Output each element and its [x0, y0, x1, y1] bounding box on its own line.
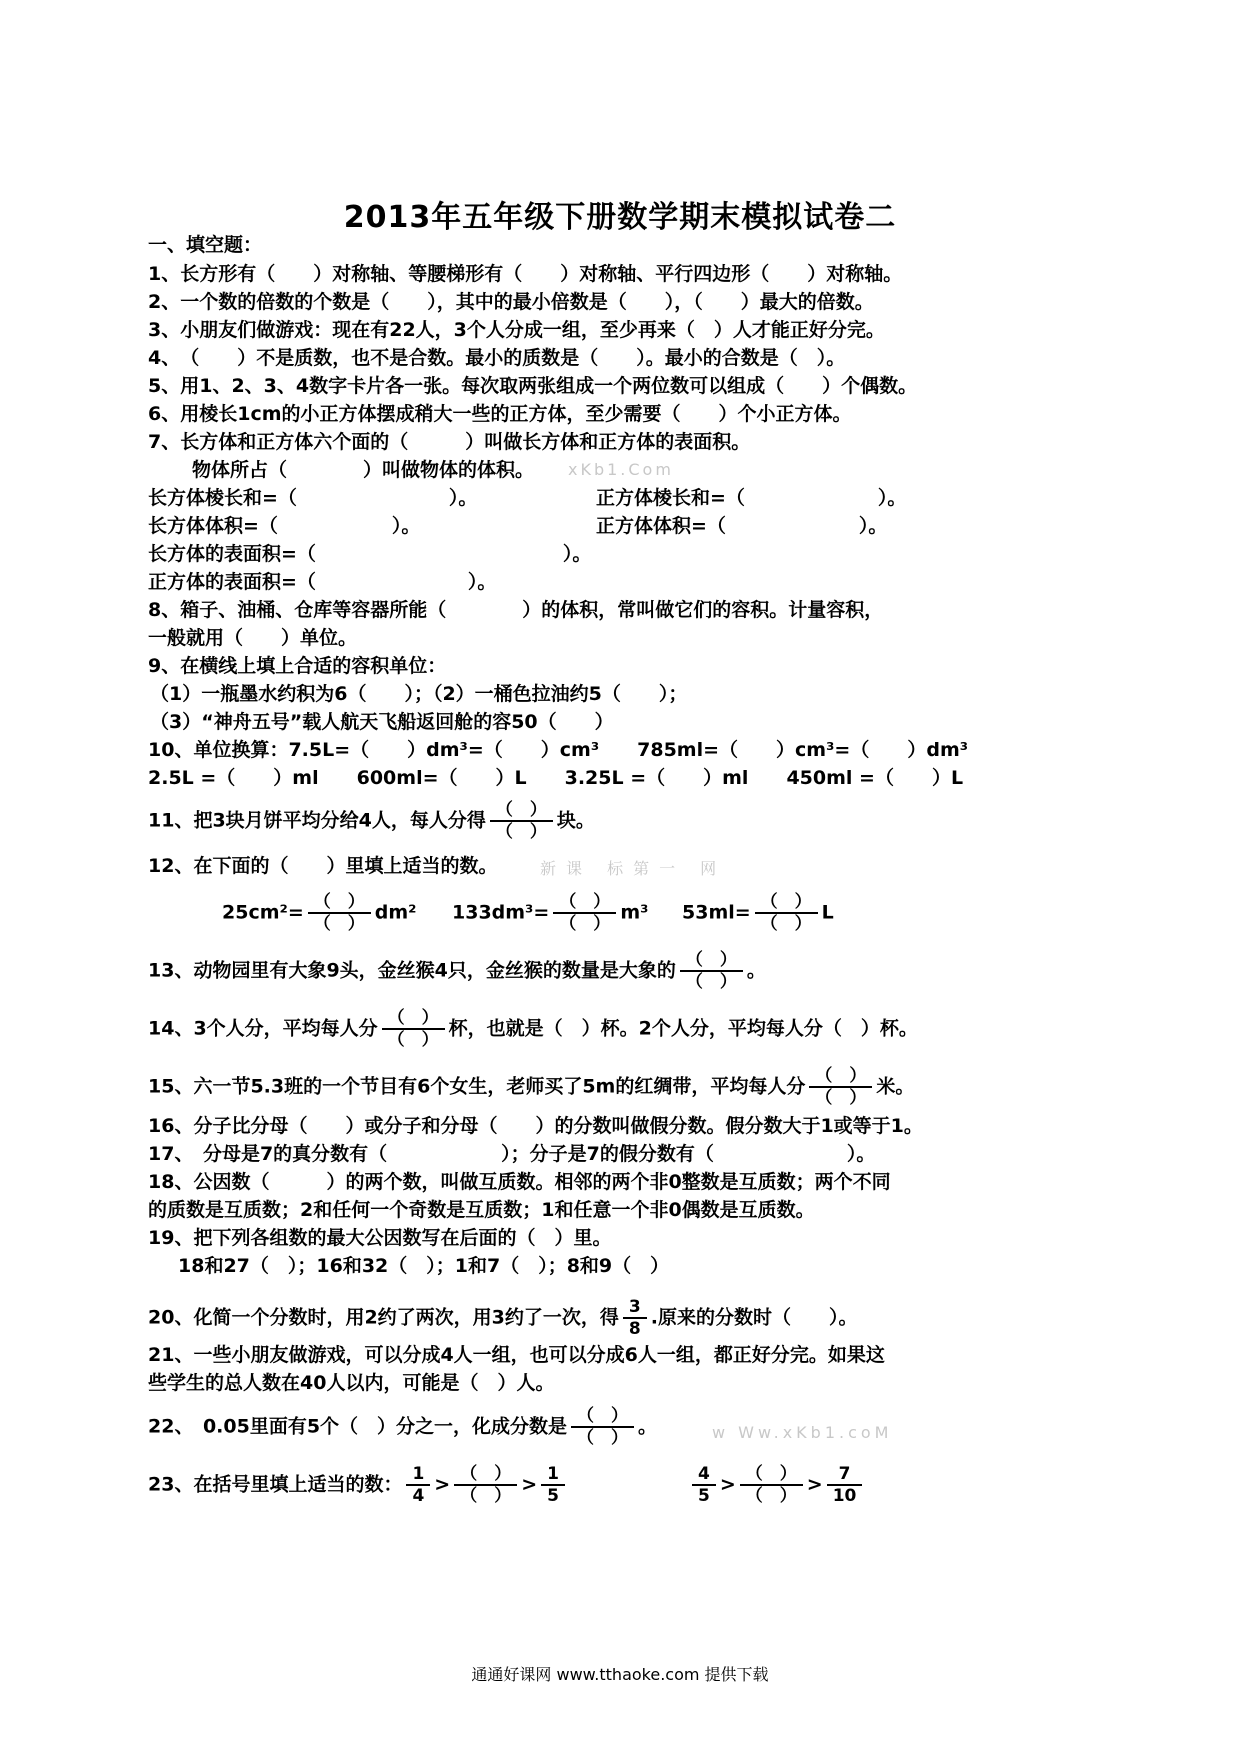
question-8-line-2: 一般就用（ ）单位。: [148, 627, 358, 649]
question-10-line-1: 10、单位换算：7.5L=（ ）dm³=（ ）cm³ 785ml=（ ）cm³=（ ）dm³: [148, 739, 969, 761]
question-7-cube-edge: 正方体棱长和=（ ）。: [596, 487, 907, 509]
page-title: 2013年五年级下册数学期末模拟试卷二: [343, 200, 897, 235]
question-10-line-2: 2.5L =（ ）ml 600ml=（ ）L 3.25L =（ ）ml 450ml =（ ）L: [148, 767, 964, 789]
question-13: 13、动物园里有大象9头，金丝猴4只，金丝猴的数量是大象的 $\frac{( )}{( )}$ 。: [148, 950, 766, 992]
question-7-cuboid-volume: 长方体体积=（ ）。: [148, 515, 421, 537]
question-18-line-1: 18、公因数（ ）的两个数，叫做互质数。相邻的两个非0整数是互质数；两个不同: [148, 1171, 891, 1193]
question-11: 11、把3块月饼平均分给4人，每人分得 $\frac{( )}{( )}$ 块。: [148, 800, 595, 842]
blank-fraction: $\frac{( )}{( )}$: [809, 1066, 872, 1108]
question-9-part-2: （3）“神舟五号”载人航天飞船返回舱的容50（ ）: [150, 711, 614, 733]
question-12-b: 133dm³= $\frac{( )}{( )}$ m³: [452, 892, 649, 934]
watermark-2: 新课 标第一 网: [540, 859, 727, 878]
blank-fraction: $\frac{( )}{( )}$: [553, 892, 616, 934]
question-7-cube-area: 正方体的表面积=（ ）。: [148, 571, 497, 593]
question-1: 1、长方形有（ ）对称轴、等腰梯形有（ ）对称轴、平行四边形（ ）对称轴。: [148, 263, 903, 285]
question-7-cuboid-area: 长方体的表面积=（ ）。: [148, 543, 592, 565]
question-7-cube-volume: 正方体体积=（ ）。: [596, 515, 888, 537]
question-7-cuboid-edge: 长方体棱长和=（ ）。: [148, 487, 478, 509]
blank-fraction: $\frac{( )}{( )}$: [454, 1464, 517, 1506]
fraction-4-5: $\frac{4}{5}$: [692, 1464, 716, 1506]
question-6: 6、用棱长1cm的小正方体摆成稍大一些的正方体，至少需要（ ）个小正方体。: [148, 403, 852, 425]
page-footer: 通通好课网 www.tthaoke.com 提供下载: [471, 1665, 769, 1684]
blank-fraction: $\frac{( )}{( )}$: [740, 1464, 803, 1506]
fraction-1-5: $\frac{1}{5}$: [541, 1464, 565, 1506]
watermark-1: xKb1.Com: [568, 460, 674, 479]
blank-fraction: $\frac{( )}{( )}$: [755, 892, 818, 934]
question-3: 3、小朋友们做游戏：现在有22人，3个人分成一组，至少再来（ ）人才能正好分完。: [148, 319, 885, 341]
fraction-3-8: $\frac{3}{8}$: [623, 1297, 647, 1339]
question-19: 19、把下列各组数的最大公因数写在后面的（ ）里。: [148, 1227, 612, 1249]
question-9-part-1: （1）一瓶墨水约积为6（ ）；（2）一桶色拉油约5（ ）；: [150, 683, 688, 705]
question-18-line-2: 的质数是互质数；2和任何一个奇数是互质数；1和任意一个非0偶数是互质数。: [148, 1199, 815, 1221]
blank-fraction: $\frac{( )}{( )}$: [571, 1406, 634, 1448]
question-2: 2、一个数的倍数的个数是（ ），其中的最小倍数是（ ），（ ）最大的倍数。: [148, 291, 874, 313]
fraction-7-10: $\frac{7}{10}$: [827, 1464, 863, 1506]
question-4: 4、 （ ）不是质数，也不是合数。最小的质数是（ ）。最小的合数是（ ）。: [148, 347, 846, 369]
question-23: 23、在括号里填上适当的数： $\frac{1}{4}$ > $\frac{( )}{( )}$ > $\frac{1}{5}$: [148, 1464, 569, 1506]
blank-fraction: $\frac{( )}{( )}$: [490, 800, 553, 842]
blank-fraction: $\frac{( )}{( )}$: [382, 1008, 445, 1050]
fraction-1-4: $\frac{1}{4}$: [406, 1464, 430, 1506]
question-20: 20、化简一个分数时，用2约了两次，用3约了一次，得 $\frac{3}{8}$ .原来的分数时（ ）。: [148, 1297, 858, 1339]
question-15: 15、六一节5.3班的一个节目有6个女生，老师买了5m的红绸带，平均每人分 $\frac{( )}{( )}$ 米。: [148, 1066, 915, 1108]
watermark-3: w Ww.xKb1.coM: [712, 1423, 893, 1442]
question-17: 17、 分母是7的真分数有（ ）；分子是7的假分数有（ ）。: [148, 1143, 876, 1165]
question-7-line-2: 物体所占（ ）叫做物体的体积。: [192, 459, 535, 481]
question-12-a: 25cm²= $\frac{( )}{( )}$ dm²: [222, 892, 417, 934]
question-14: 14、3个人分，平均每人分 $\frac{( )}{( )}$ 杯，也就是（ ）杯。2个人分，平均每人分（ ）杯。: [148, 1008, 918, 1050]
question-21-line-2: 些学生的总人数在40人以内，可能是（ ）人。: [148, 1372, 555, 1394]
question-12: 12、在下面的（ ）里填上适当的数。: [148, 855, 498, 877]
question-23-right: $\frac{4}{5}$ > $\frac{( )}{( )}$ > $\frac{7}{10}$: [688, 1464, 866, 1506]
question-16: 16、分子比分母（ ）或分子和分母（ ）的分数叫做假分数。假分数大于1或等于1。: [148, 1115, 923, 1137]
question-5: 5、用1、2、3、4数字卡片各一张。每次取两张组成一个两位数可以组成（ ）个偶数。: [148, 375, 918, 397]
section-heading: 一、填空题：: [148, 234, 263, 256]
question-12-c: 53ml= $\frac{( )}{( )}$ L: [682, 892, 834, 934]
blank-fraction: $\frac{( )}{( )}$: [680, 950, 743, 992]
question-7-line-1: 7、长方体和正方体六个面的（ ）叫做长方体和正方体的表面积。: [148, 431, 751, 453]
question-8-line-1: 8、箱子、油桶、仓库等容器所能（ ）的体积，常叫做它们的容积。计量容积，: [148, 599, 884, 621]
blank-fraction: $\frac{( )}{( )}$: [308, 892, 371, 934]
question-9: 9、在横线上填上合适的容积单位：: [148, 655, 447, 677]
question-19-items: 18和27（ ）；16和32（ ）；1和7（ ）；8和9（ ）: [178, 1255, 670, 1277]
question-22: 22、 0.05里面有5个（ ）分之一，化成分数是 $\frac{( )}{( )}$ 。: [148, 1406, 658, 1448]
question-21-line-1: 21、一些小朋友做游戏，可以分成4人一组，也可以分成6人一组，都正好分完。如果这: [148, 1344, 885, 1366]
